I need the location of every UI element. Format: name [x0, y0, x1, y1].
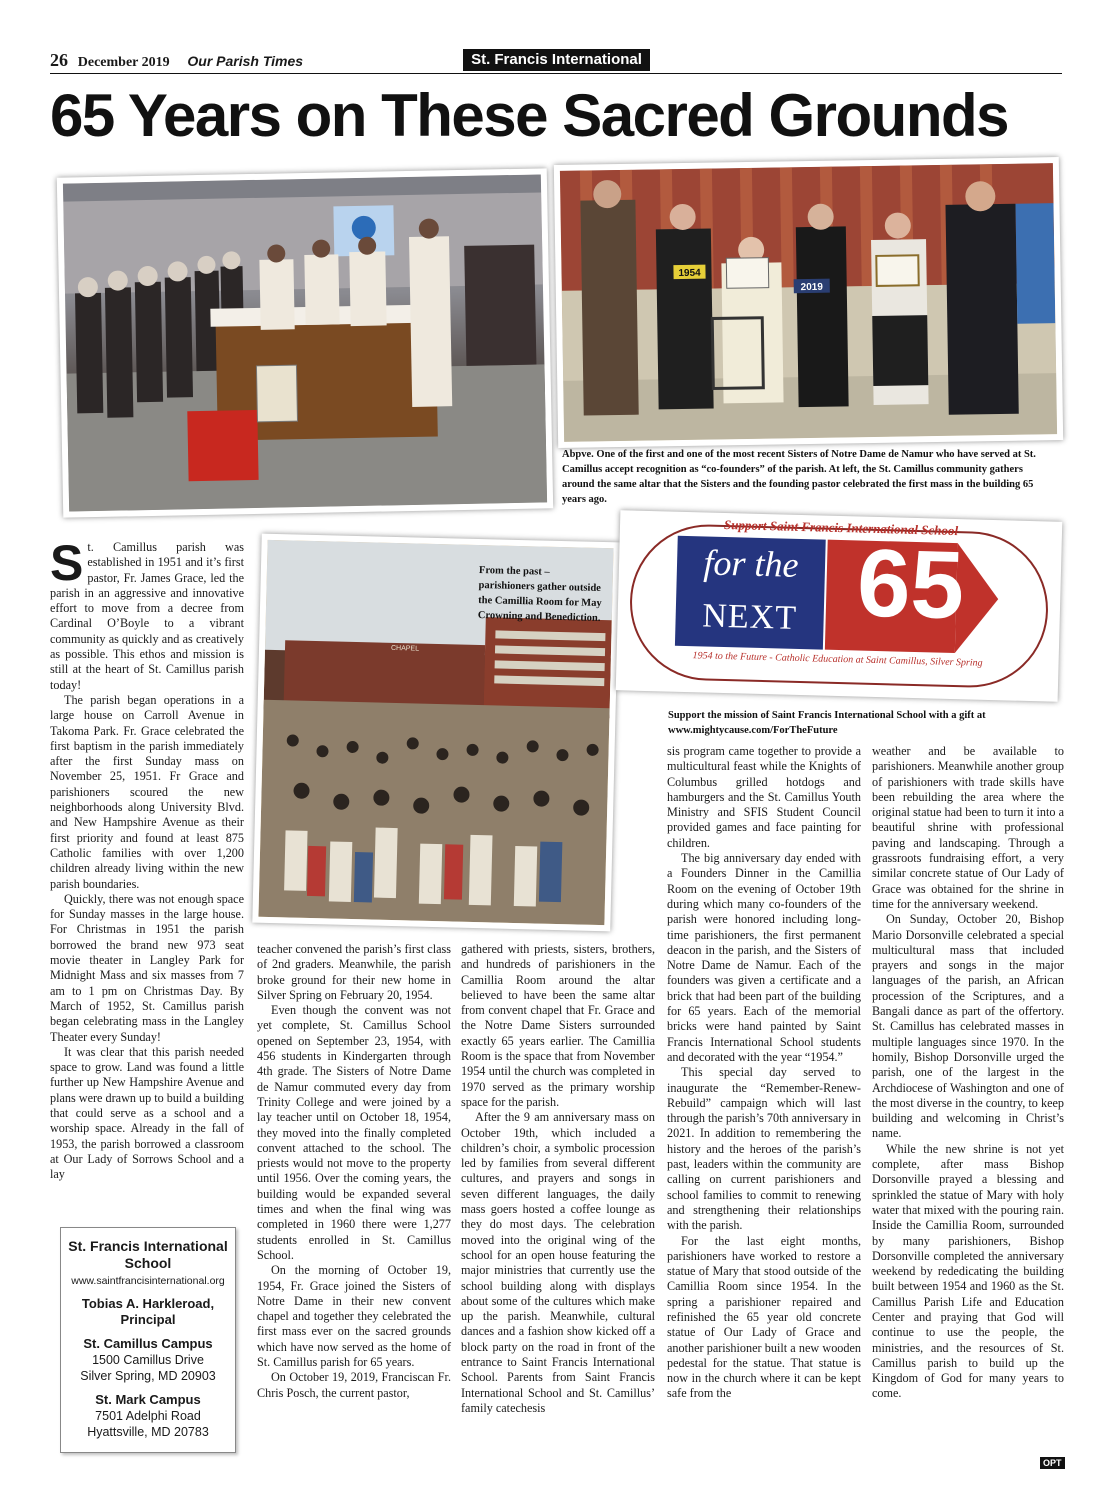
paragraph: Even though the convent was not yet complete, St. Camillus School opened on September 23, 1954, with 456 students in Kindergarten through 4th grade. The Sisters of Notre Dame de Namur commuted every day from Trinity College and were joined by a lay teacher until on October 18, 1954, they moved into the finally completed convent attached to the school. The priests would not move to the property until 1956. Over the coming years, the building would be expanded several times and when the final wing was completed in 1960 there were 1,277 students enrolled in St. Camillus School.: [257, 1003, 451, 1262]
logo-blue-panel: [675, 536, 826, 650]
paragraph: gathered with priests, sisters, brothers, and hundreds of parishioners in the Camillia Room around the altar believed to have been the same altar from convent chapel that Fr. Grace and the Notre Dame Sisters surrounded exactly 65 years earlier. The Camillia Room is the space that from November 1954 until the church was completed in 1970 served as the primary worship space for the parish.: [461, 942, 655, 1109]
page-number: 26: [50, 50, 68, 70]
photo-caption-historic: From the past – parishioners gather outside the Camillia Room for May Crowning and Benediction.: [477, 565, 602, 624]
photo-sisters-recognition: [554, 157, 1063, 448]
paragraph: Quickly, there was not enough space for Sunday masses in the large house. For Christmas in 1951 the parish borrowed the brand new 973 seat movie theater in Langley Park for Midnight Mass and six masses from 7 am to 1 pm on Christmas Day. By March of 1952, St. Camillus parish began celebrating mass in the Langley Theater every Sunday!: [50, 891, 244, 1044]
campus-1-name: St. Camillus Campus: [83, 1336, 213, 1351]
logo-top-line: Support Saint Francis International School: [723, 516, 959, 539]
card-label-left: 1954: [678, 267, 701, 280]
headline: 65 Years on These Sacred Grounds: [50, 82, 1008, 149]
paragraph: On Sunday, October 20, Bishop Mario Dorsonville celebrated a special multicultural mass that included prayers and songs in the major languages of the parish, an African procession of the Scriptures, and a Bangali dance as part of the offertory. St. Camillus has celebrated masses in multiple languages since 1970. In the homily, Bishop Dorsonville urged the parish, one of the largest in the Archdiocese of Washington and one of the most diverse in the country, to keep building and welcoming in Christ’s name.: [872, 912, 1064, 1141]
card-label-right: 2019: [800, 281, 823, 294]
drop-cap: S: [50, 535, 84, 591]
paragraph: The parish began operations in a large house on Carroll Avenue in Takoma Park. Fr. Grace celebrated the first baptism in the parish immediately after the first Sunday mass on November 25, 1951. Fr Grace and parishioners scoured the new neighborhoods along University Blvd. and New Hampshire Avenue as their first priority and found at least 875 Catholic families with over 1,200 children already living within the new parish boundaries.: [50, 692, 244, 891]
school-name: St. Francis International School: [68, 1238, 228, 1271]
photo-historic-may-crowning: [252, 534, 619, 932]
school-info-box: [60, 1227, 236, 1453]
campaign-logo: [616, 510, 1063, 702]
paragraph: On October 19, 2019, Franciscan Fr. Chris Posch, the current pastor,: [257, 1370, 451, 1400]
publication-name: Our Parish Times: [187, 53, 304, 69]
paragraph: For the last eight months, parishioners have worked to restore a statue of Mary that stood outside of the Camillia Room since 1954. In the spring a parishioner repaired and refinished the 65 year old concrete statue of Our Lady of Grace and another parishioner built a new wooden pedestal for the statue. That statue is now in the church where it can be kept safe from the: [667, 1233, 861, 1401]
logo-next: NEXT: [701, 597, 798, 637]
paragraph: This special day served to inaugurate the “Remember-Renew-Rebuild” campaign which will last through the parish’s 70th anniversary in 2021. In addition to remembering the history and the heroes of the parish’s past, leaders within the community are calling on current parishioners and school families to commit to renewing and strengthening their relationships with the parish.: [667, 1065, 861, 1233]
paragraph: teacher convened the parish’s first class of 2nd graders. Meanwhile, the parish broke ground for their new home in Silver Spring on February 20, 1954.: [257, 942, 451, 1002]
issue-date: December 2019: [77, 55, 170, 70]
school-website: www.saintfrancisinternational.org: [71, 1275, 225, 1287]
campus-2-address-line-2: Hyattsville, MD 20783: [87, 1425, 209, 1439]
paragraph: weather and be available to parishioners. Meanwhile another group of parishioners with trade skills have been rebuilding the area where the original statue had been to turn it into a beautiful shrine with professional paving and landscaping. Through a grassroots fundraising effort, a very similar concrete statue of Our Lady of Grace was obtained for the shrine in time for the anniversary weekend.: [872, 744, 1064, 911]
school-principal: Tobias A. Harkleroad, Principal: [81, 1296, 215, 1327]
paragraph: sis program came together to provide a multicultural feast while the Knights of Columbus grilled hotdogs and hamburgers and the St. Camillus Youth Ministry and SFIS Student Council provided games and face painting for children.: [667, 744, 861, 850]
header-rule: [50, 73, 1062, 74]
logo-bottom-line: 1954 to the Future - Catholic Education at Saint Camillus, Silver Spring: [692, 650, 983, 669]
logo-for-the: for the: [703, 542, 800, 585]
article-column-3: [461, 942, 655, 1416]
article-column-2: [257, 942, 451, 1401]
paragraph: After the 9 am anniversary mass on October 19th, which included a children’s choir, a symbolic procession led by families from several different cultures, and prayers and songs in seven different languages, the daily mass goers hosted a coffee lounge as they do most days. The celebration moved into the original wing of the school for an open house featuring the major ministries that currently use the school building along with displays about some of the cultures which make up the parish. Meanwhile, cultural dances and a fashion show kicked off a block party on the road in front of the entrance to Saint Francis International School. Parents from Saint Francis International School and St. Camillus’ family catechesis: [461, 1110, 655, 1415]
campus-1-address-line-2: Silver Spring, MD 20903: [80, 1369, 216, 1383]
paragraph: t. Camillus parish was established in 1951 and it’s first pastor, Fr. James Grace, led the parish in an aggressive and innovative effort to move from a decree from Cardinal O’Boyle to a vibrant community as quickly and as creatively as possible. This ethos and mission is still at the heart of St. Camillus parish today!: [50, 540, 244, 692]
paragraph: The big anniversary day ended with a Founders Dinner in the Camillia Room on the evening of October 19th during which many co-founders of the parish were honored including long-time parishioners, the first permanent deacon in the parish, and the Sisters of Notre Dame de Namur. Each of the founders was given a certificate and a brick that had been part of the building for 65 years. Each of the memorial bricks were hand painted by Saint Francis International School students and decorated with the year “1954.”: [667, 851, 861, 1064]
paragraph: While the new shrine is not yet complete, after mass Bishop Dorsonville prayed a blessing and sprinkled the statue of Mary with holy water that mixed with the pouring rain. Inside the Camillia Room, surrounded by many parishioners, Bishop Dorsonville completed the anniversary weekend by rededicating the building built between 1954 and 1960 as the St. Camillus Parish Life and Education Center and praying that God will continue to use the people, the ministries, and the resources of St. Camillus parish to build up the Kingdom of God for many years to come.: [872, 1141, 1064, 1401]
mass-scene-illustration: [63, 174, 547, 511]
article-column-5: [872, 744, 1064, 1402]
campus-1-address-line-1: 1500 Camillus Drive: [92, 1353, 204, 1367]
paragraph: On the morning of October 19, 1954, Fr. Grace joined the Sisters of Notre Dame in their new convent chapel and together they celebrated the first mass ever on the sacred grounds which have now served as the home of St. Camillus parish for 65 years.: [257, 1263, 451, 1370]
page-folio: [50, 50, 303, 71]
article-column-4: [667, 744, 861, 1402]
recognition-scene-illustration: [560, 163, 1057, 442]
photo-caption-main: Abpve. One of the first and one of the most recent Sisters of Notre Dame de Namur who have served at St. Camillus accept recognition as “co-founders” of the parish. At left, the St. Camillus community gathers around the same altar that the Sisters and the founding pastor celebrated the first mass in the building 65 years ago.: [562, 449, 1036, 505]
logo-number: 65: [855, 529, 966, 640]
end-mark: OPT: [1040, 1457, 1065, 1469]
logo-caption: Support the mission of Saint Francis International School with a gift at www.mightycause.com/ForTheFuture: [668, 710, 986, 736]
campus-2-address-line-1: 7501 Adelphi Road: [95, 1409, 201, 1423]
article-column-1: [50, 535, 244, 1182]
section-tag: St. Francis International: [463, 49, 650, 71]
campus-2-name: St. Mark Campus: [95, 1392, 201, 1407]
chapel-sign-text: CHAPEL: [390, 644, 420, 653]
photo-anniversary-mass: [57, 168, 553, 517]
paragraph: It was clear that this parish needed space to grow. Land was found a little further up New Hampshire Avenue and plans were drawn up to build a building that could serve as a school and a worship space. Already in the fall of 1953, the parish borrowed a classroom at Our Lady of Sorrows School and a lay: [50, 1044, 244, 1182]
